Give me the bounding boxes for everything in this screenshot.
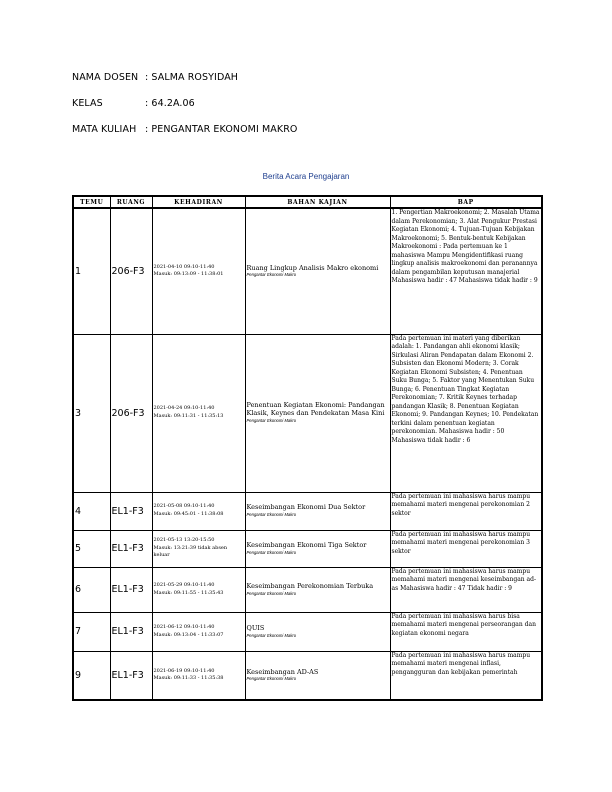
hadir-masuk: Masuk: 09:13:04 - 11:33:07	[153, 631, 224, 638]
cell-kehadiran	[152, 208, 245, 334]
table-row	[73, 334, 542, 492]
bahan-title: Keseimbangan Ekonomi Tiga Sektor	[246, 540, 367, 549]
cell-bap: Pada pertemuan ini materi yang diberikan adalah: 1. Pandangan ahli ekonomi klasik; Sirkulasi Aliran Pendapatan dalam Ekonomi 2. Subsisten dan Ekonomi Modern; 3. Corak Kegiatan Ekonomi Subsisten; 4. Penentuan Suku Bunga; 5. Faktor yang Menentukan Suku Bunga; 6. Penentuan Tingkat Kegiatan Perekonomian; 7. Kritik Keynes terhadap pandangan Klasik; 8. Penentuan Kegiatan Ekonomi; 9. Pandangan Keynes; 10. Pendekatan terkini dalam penentuan kegiatan perekonomian. Mahasiswa hadir : 50 Mahasiswa tidak hadir : 6	[390, 334, 542, 492]
cell-bahan	[245, 567, 390, 612]
cell-bahan	[245, 492, 390, 530]
table-header-row	[73, 196, 542, 208]
cell-bahan	[245, 612, 390, 651]
cell-kehadiran	[152, 492, 245, 530]
cell-ruang: EL1-F3	[110, 612, 152, 651]
cell-bahan	[245, 530, 390, 567]
bahan-title: Ruang Lingkup Analisis Makro ekonomi	[246, 263, 379, 272]
hadir-masuk: Masuk: 09:13:09 - 11:38:01	[153, 271, 224, 278]
bahan-subject: Pengantar Ekonomi Makro	[246, 418, 297, 424]
cell-temu: 4	[73, 492, 110, 530]
cell-ruang: EL1-F3	[110, 651, 152, 700]
table-row	[73, 612, 542, 651]
hadir-date: 2021-05-29 09:10-11:40	[153, 581, 215, 588]
hadir-masuk: Masuk: 09:11:31 - 11:35:13	[153, 413, 224, 419]
dosen-label: NAMA DOSEN	[72, 72, 139, 83]
cell-temu: 9	[73, 651, 110, 700]
col-header-kehadiran: KEHADIRAN	[152, 196, 245, 208]
bahan-title: Keseimbangan Ekonomi Dua Sektor	[246, 503, 366, 512]
cell-kehadiran	[152, 612, 245, 651]
col-header-bahan: BAHAN KAJIAN	[245, 196, 390, 208]
bahan-subject: Pengantar Ekonomi Makro	[246, 549, 297, 555]
cell-temu: 6	[73, 567, 110, 612]
table-row	[73, 492, 542, 530]
cell-kehadiran	[152, 567, 245, 612]
cell-kehadiran	[152, 334, 245, 492]
hadir-date: 2021-06-19 09:10-11:40	[153, 667, 215, 674]
col-header-bap: BAP	[390, 196, 542, 208]
cell-ruang: 206-F3	[110, 334, 152, 492]
kelas-label: KELAS	[72, 98, 103, 109]
bap-table	[72, 195, 543, 701]
hadir-masuk: Masuk: 09:11:55 - 11:35:43	[153, 589, 224, 596]
matkul-label: MATA KULIAH	[72, 124, 137, 135]
bahan-title: Keseimbangan AD-AS	[246, 667, 319, 676]
col-header-ruang: RUANG	[110, 196, 152, 208]
cell-kehadiran	[152, 651, 245, 700]
cell-bahan	[245, 651, 390, 700]
cell-ruang: EL1-F3	[110, 567, 152, 612]
bahan-subject: Pengantar Ekonomi Makro	[246, 590, 297, 596]
cell-temu: 7	[73, 612, 110, 651]
cell-bap: Pada pertemuan ini mahasiswa harus bisa memahami materi mengenai perseorangan dan kegiatan ekonomi negara	[390, 612, 542, 651]
cell-bahan	[245, 334, 390, 492]
bahan-title: Penentuan Kegiatan Ekonomi: Pandangan Klasik, Keynes dan Pendekatan Masa Kini	[246, 401, 385, 418]
hadir-date: 2021-05-13 13:20-15:50	[153, 536, 215, 543]
header-dosen	[72, 72, 238, 83]
bahan-subject: Pengantar Ekonomi Makro	[246, 676, 297, 682]
bahan-title: Keseimbangan Perekonomian Terbuka	[246, 581, 374, 590]
bahan-subject: Pengantar Ekonomi Makro	[246, 632, 297, 638]
cell-bahan	[245, 208, 390, 334]
header-kelas	[72, 98, 195, 109]
cell-bap: Pada pertemuan ini mahasiswa harus mampu memahami materi mengenai inflasi, pengangguran dan kebijakan pemerintah	[390, 651, 542, 700]
hadir-date: 2021-06-12 09:10-11:40	[153, 623, 215, 630]
dosen-value: : SALMA ROSYIDAH	[145, 72, 239, 83]
page-title: Berita Acara Pengajaran	[262, 172, 350, 181]
bahan-subject: Pengantar Ekonomi Makro	[246, 512, 297, 518]
cell-temu: 1	[73, 208, 110, 334]
hadir-date: 2021-04-24 09:10-11:40	[153, 405, 215, 412]
bahan-title: QUIS	[246, 623, 265, 632]
header-matkul	[72, 124, 298, 135]
table-row	[73, 530, 542, 567]
cell-bap: Pada pertemuan ini mahasiswa harus mampu memahami materi mengenai perekonomian 2 sektor	[390, 492, 542, 530]
cell-kehadiran	[152, 530, 245, 567]
cell-temu: 5	[73, 530, 110, 567]
cell-bap: Pada pertemuan ini mahasiswa harus mampu memahami materi mengenai keseimbangan ad-as Mahasiswa hadir : 47 Tidak hadir : 9	[390, 567, 542, 612]
cell-temu: 3	[73, 334, 110, 492]
hadir-masuk: Masuk: 13:21:39 tidak absen keluar	[153, 544, 228, 559]
cell-ruang: 206-F3	[110, 208, 152, 334]
table-row	[73, 208, 542, 334]
cell-bap: 1. Pengertian Makroekonomi; 2. Masalah Utama dalam Perekonomian; 3. Alat Pengukur Prestasi Kegiatan Ekonomi; 4. Tujuan-Tujuan Kebijakan Makroekonomi; 5. Bentuk-bentuk Kebijakan Makroekonomi : Pada pertemuan ke 1 mahasiswa Mampu Mengidentifikasi ruang lingkup analisis makroekonomi dan peranannya dalam pengambilan keputusan manajerial Mahasiswa hadir : 47 Mahasiswa tidak hadir : 9	[390, 208, 542, 334]
hadir-date: 2021-05-08 09:10-11:40	[153, 503, 215, 510]
hadir-masuk: Masuk: 09:45:01 - 11:38:08	[153, 511, 224, 517]
table-row	[73, 567, 542, 612]
cell-bap: Pada pertemuan ini mahasiswa harus mampu memahami materi mengenai perekonomian 3 sektor	[390, 530, 542, 567]
cell-ruang: EL1-F3	[110, 492, 152, 530]
kelas-value: : 64.2A.06	[145, 98, 195, 109]
matkul-value: : PENGANTAR EKONOMI MAKRO	[145, 124, 298, 135]
bahan-subject: Pengantar Ekonomi Makro	[246, 272, 297, 278]
table-row	[73, 651, 542, 700]
col-header-temu: TEMU	[73, 196, 110, 208]
cell-ruang: EL1-F3	[110, 530, 152, 567]
hadir-date: 2021-04-10 09:10-11:40	[153, 263, 215, 270]
hadir-masuk: Masuk: 09:11:33 - 11:35:38	[153, 675, 224, 682]
